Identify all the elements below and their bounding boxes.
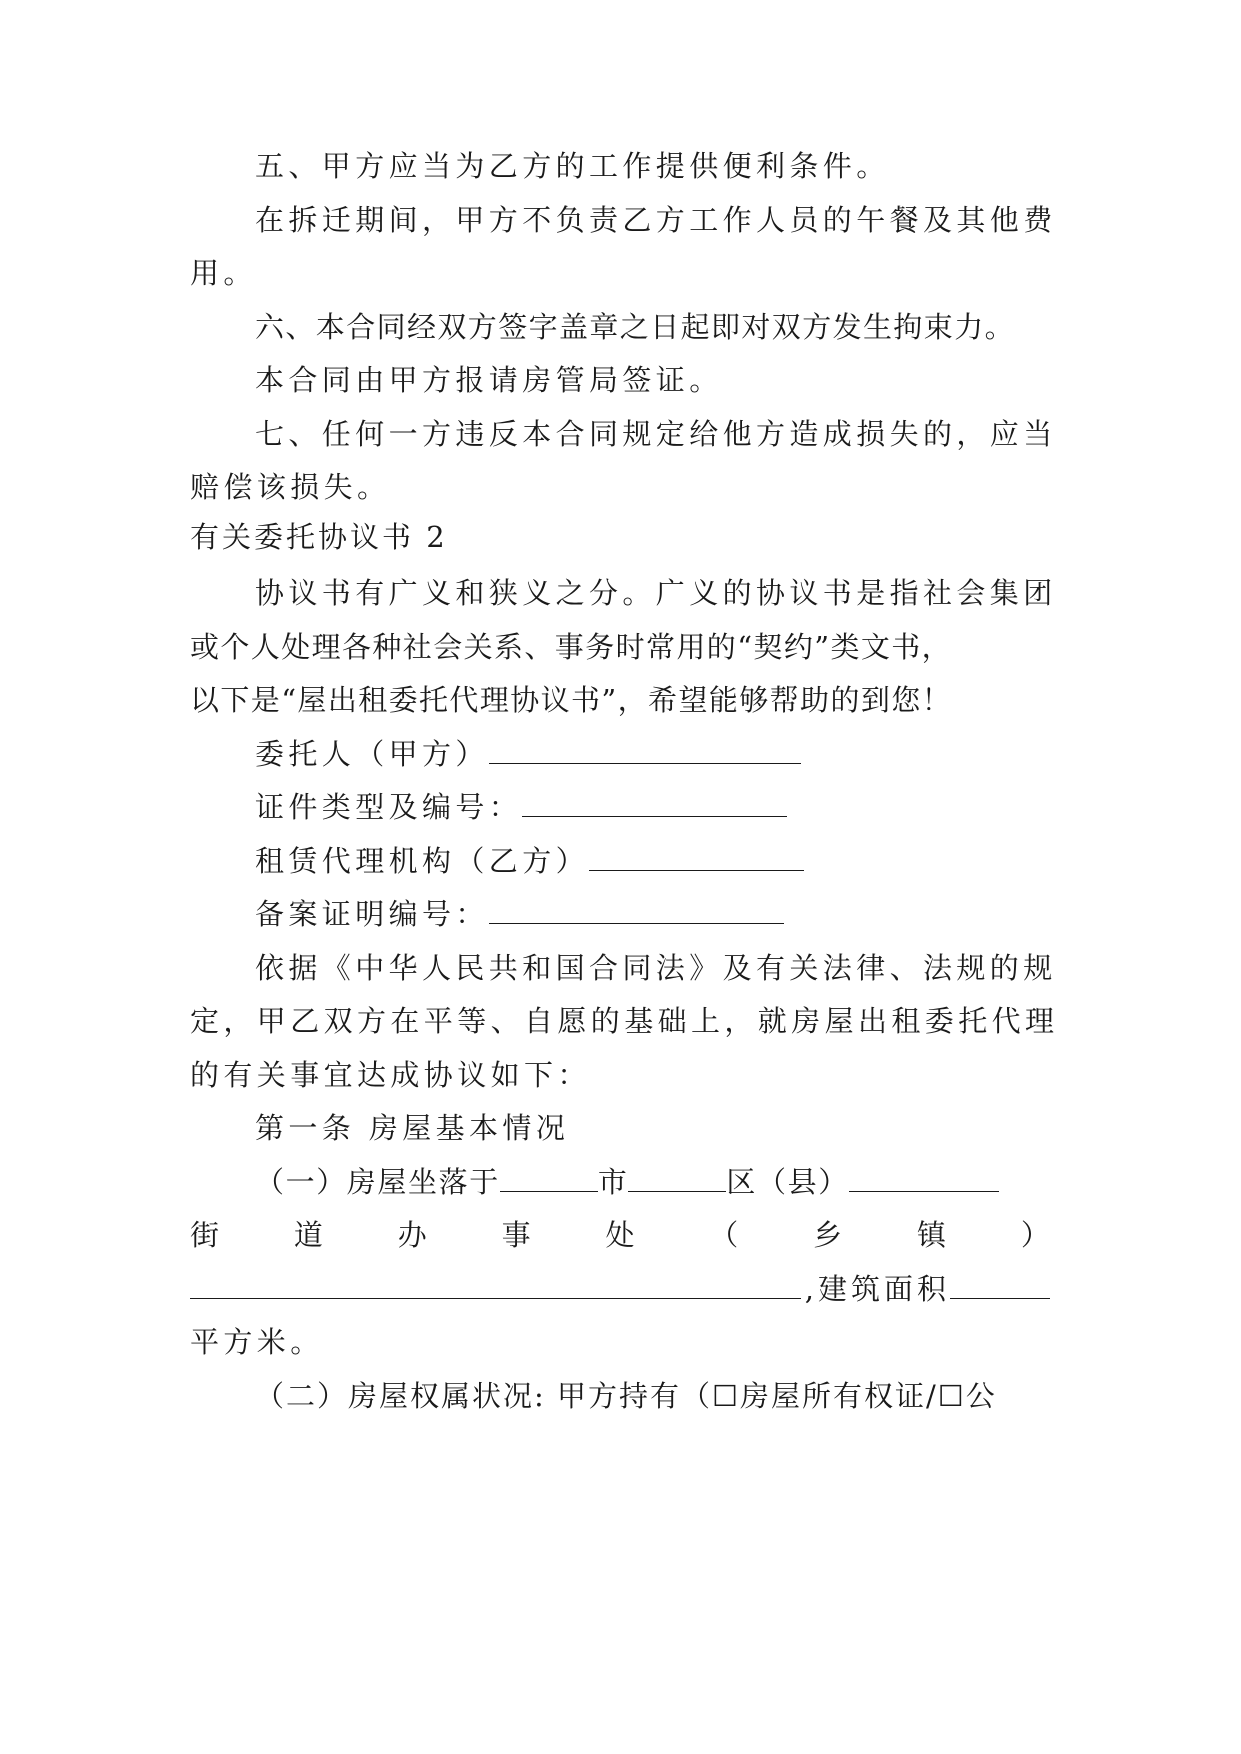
street-office-line [190, 1215, 1050, 1255]
clause-6-note: 本合同由甲方报请房管局签证。 [255, 363, 723, 397]
district-label: 区（县） [726, 1165, 849, 1199]
clause-5-note: 在拆迁期间，甲方不负责乙方工作人员的午餐及其他费 [255, 203, 1057, 237]
id-field [255, 787, 1050, 827]
street-char-4: 事 [501, 1218, 531, 1252]
street-char-7: 乡 [813, 1218, 843, 1252]
filing-field [255, 894, 1050, 934]
basis-paragraph-end: 的有关事宜达成协议如下： [190, 1058, 591, 1092]
clause-7-cont: 赔偿该损失。 [190, 470, 391, 504]
clause-5: 五、甲方应当为乙方的工作提供便利条件。 [255, 149, 890, 183]
clause-6: 六、本合同经双方签字盖章之日起即对双方发生拘束力。 [255, 310, 1016, 344]
street-char-9: ） [1020, 1218, 1050, 1252]
intro-paragraph: 协议书有广义和狭义之分。广义的协议书是指社会集团 [255, 576, 1057, 610]
city-blank[interactable] [500, 1165, 598, 1192]
street-char-5: 处 [605, 1218, 635, 1252]
agency-blank[interactable] [589, 844, 804, 871]
county-blank[interactable] [849, 1165, 999, 1192]
filing-label: 备案证明编号： [255, 897, 489, 931]
street-char-3: 办 [397, 1218, 427, 1252]
street-char-6: （ [709, 1218, 739, 1252]
area-label: ,建筑面积 [804, 1272, 950, 1306]
principal-field [255, 734, 1050, 774]
area-field [190, 1269, 1050, 1309]
ownership-status: （二）房屋权属状况: 甲方持有（☐房屋所有权证/☐公 [255, 1379, 997, 1413]
basis-paragraph: 依据《中华人民共和国合同法》及有关法律、法规的规 [255, 951, 1057, 985]
section-title: 有关委托协议书 2 [190, 520, 448, 554]
basis-paragraph-cont: 定，甲乙双方在平等、自愿的基础上，就房屋出租委托代理 [190, 1004, 1059, 1038]
city-label: 市 [597, 1165, 629, 1199]
agency-label: 租赁代理机构（乙方） [255, 844, 590, 878]
id-blank[interactable] [522, 790, 787, 817]
agency-field [255, 841, 1050, 881]
principal-label: 委托人（甲方） [255, 737, 489, 771]
street-char-1: 街 [190, 1218, 220, 1252]
area-unit: 平方米。 [190, 1325, 324, 1359]
intro-paragraph-cont: 或个人处理各种社会关系、事务时常用的“契约”类文书， [190, 630, 953, 664]
clause-7: 七、任何一方违反本合同规定给他方造成损失的，应当 [255, 417, 1057, 451]
principal-blank[interactable] [489, 737, 801, 764]
intro-paragraph-end: 以下是“屋出租委托代理协议书”，希望能够帮助的到您！ [190, 683, 953, 717]
location-field [255, 1162, 1050, 1202]
id-label: 证件类型及编号： [255, 790, 523, 824]
clause-5-note-cont: 用。 [190, 256, 257, 290]
street-char-8: 镇 [917, 1218, 947, 1252]
street-char-2: 道 [293, 1218, 323, 1252]
filing-blank[interactable] [489, 897, 784, 924]
address-blank[interactable] [190, 1272, 801, 1299]
article-1-title: 第一条 房屋基本情况 [255, 1111, 570, 1145]
district-blank[interactable] [628, 1165, 726, 1192]
area-blank[interactable] [950, 1272, 1050, 1299]
location-label: （一）房屋坐落于 [255, 1165, 500, 1199]
